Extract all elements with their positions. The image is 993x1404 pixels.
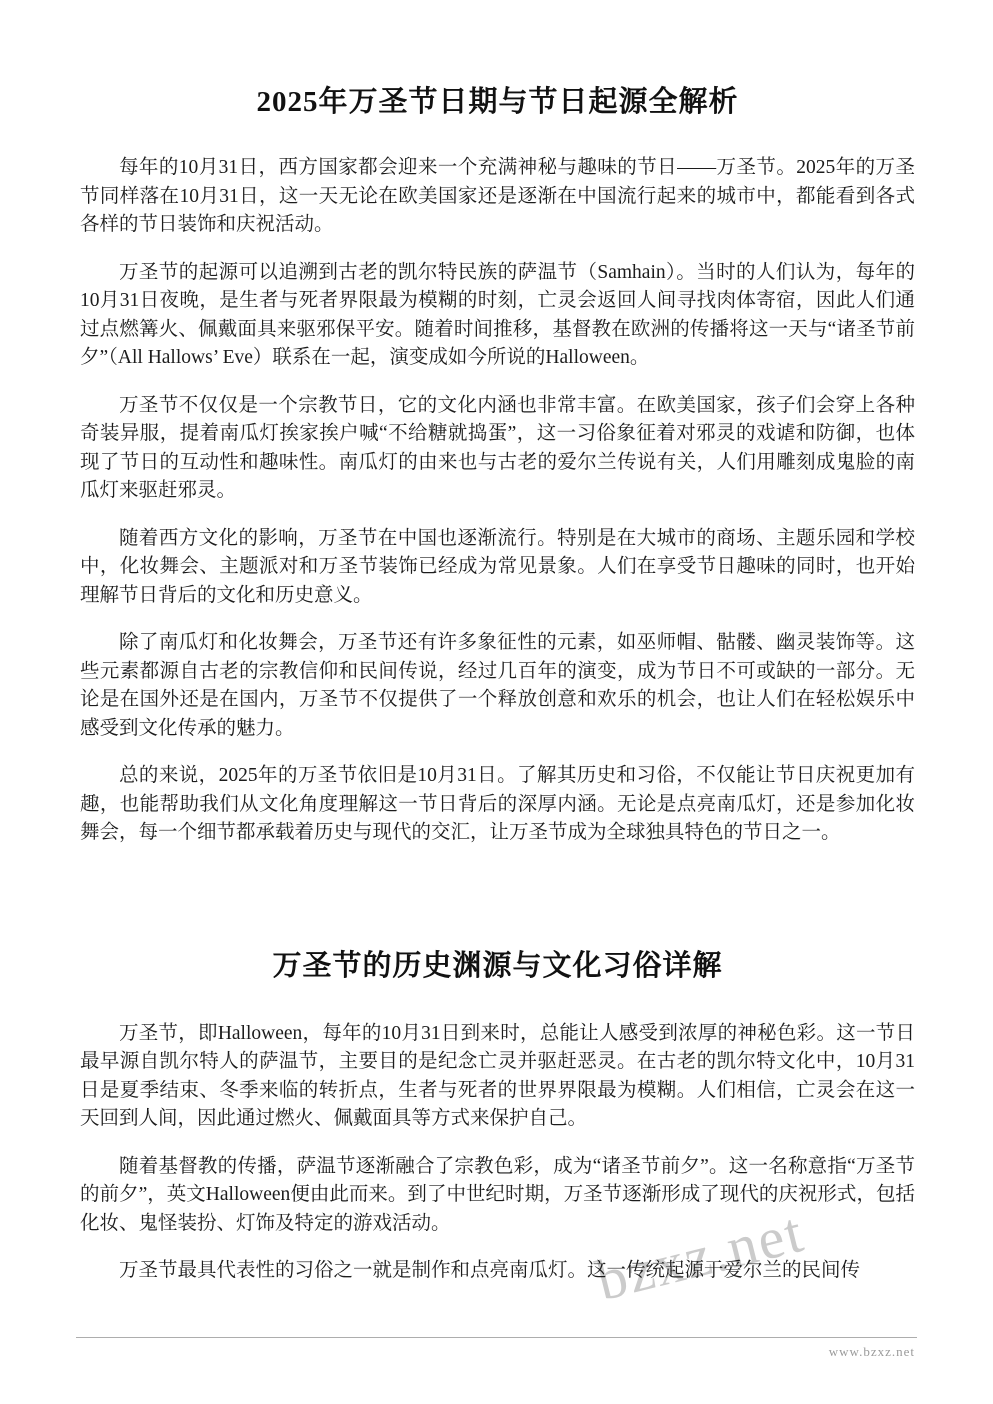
article1-title: 2025年万圣节日期与节日起源全解析 xyxy=(256,86,739,118)
article1-paragraph-6: 总的来说，2025年的万圣节依旧是10月31日。了解其历史和习俗，不仅能让节日庆祝更加有趣，也能帮助我们从文化角度理解这一节日背后的深厚内涵。无论是点亮南瓜灯，还是参加化妆舞会，每一个细节都承载着历史与现代的交汇，让万圣节成为全球独具特色的节日之一。 xyxy=(80,765,915,843)
footer-divider xyxy=(76,1337,917,1338)
article2-title: 万圣节的历史渊源与文化习俗详解 xyxy=(272,949,723,982)
article1-paragraph-4: 随着西方文化的影响，万圣节在中国也逐渐流行。特别是在大城市的商场、主题乐园和学校中，化妆舞会、主题派对和万圣节装饰已经成为常见景象。人们在享受节日趣味的同时，也开始理解节日背后的文化和历史意义。 xyxy=(80,527,915,606)
diagonal-watermark: bzxz.net xyxy=(590,1198,811,1314)
footer-site-url: www.bzxz.net xyxy=(828,1344,915,1359)
article2-paragraph-3: 万圣节最具代表性的习俗之一就是制作和点亮南瓜灯。这一传统起源于爱尔兰的民间传 xyxy=(119,1260,861,1281)
article1-paragraph-3: 万圣节不仅仅是一个宗教节日，它的文化内涵也非常丰富。在欧美国家，孩子们会穿上各种奇装异服，提着南瓜灯挨家挨户喊“不给糖就捣蛋”，这一习俗象征着对邪灵的戏谑和防御，也体现了节日的互动性和趣味性。南瓜灯的由来也与古老的爱尔兰传说有关，人们用雕刻成鬼脸的南瓜灯来驱赶邪灵。 xyxy=(80,394,915,501)
article1-paragraph-1: 每年的10月31日，西方国家都会迎来一个充满神秘与趣味的节日——万圣节。2025年的万圣节同样落在10月31日，这一天无论在欧美国家还是逐渐在中国流行起来的城市中，都能看到各式各样的节日装饰和庆祝活动。 xyxy=(80,157,915,235)
content-area xyxy=(80,84,915,1305)
article2-paragraph-1: 万圣节，即Halloween，每年的10月31日到来时，总能让人感受到浓厚的神秘色彩。这一节日最早源自凯尔特人的萨温节，主要目的是纪念亡灵并驱赶恶灵。在古老的凯尔特文化中，10月31日是夏季结束、冬季来临的转折点，生者与死者的世界界限最为模糊。人们相信，亡灵会在这一天回到人间，因此通过燃火、佩戴面具等方式来保护自己。 xyxy=(80,1022,915,1129)
article1-paragraph-5: 除了南瓜灯和化妆舞会，万圣节还有许多象征性的元素，如巫师帽、骷髅、幽灵装饰等。这些元素都源自古老的宗教信仰和民间传说，经过几百年的演变，成为节日不可或缺的一部分。无论是在国外还是在国内，万圣节不仅提供了一个释放创意和欢乐的机会，也让人们在轻松娱乐中感受到文化传承的魅力。 xyxy=(80,632,915,739)
article-halloween-history-customs xyxy=(80,948,915,1286)
article-halloween-2025-origin xyxy=(80,84,915,848)
article1-paragraph-2: 万圣节的起源可以追溯到古老的凯尔特民族的萨温节（Samhain）。当时的人们认为，每年的10月31日夜晚，是生者与死者界限最为模糊的时刻，亡灵会返回人间寻找肉体寄宿，因此人们通过点燃篝火、佩戴面具来驱邪保平安。随着时间推移，基督教在欧洲的传播将这一天与“诸圣节前夕”（All Hallows’ Eve）联系在一起，演变成如今所说的Halloween。 xyxy=(80,261,915,368)
article2-paragraph-2: 随着基督教的传播，萨温节逐渐融合了宗教色彩，成为“诸圣节前夕”。这一名称意指“万圣节的前夕”，英文Halloween便由此而来。到了中世纪时期，万圣节逐渐形成了现代的庆祝形式，包括化妆、鬼怪装扮、灯饰及特定的游戏活动。 xyxy=(80,1155,915,1234)
